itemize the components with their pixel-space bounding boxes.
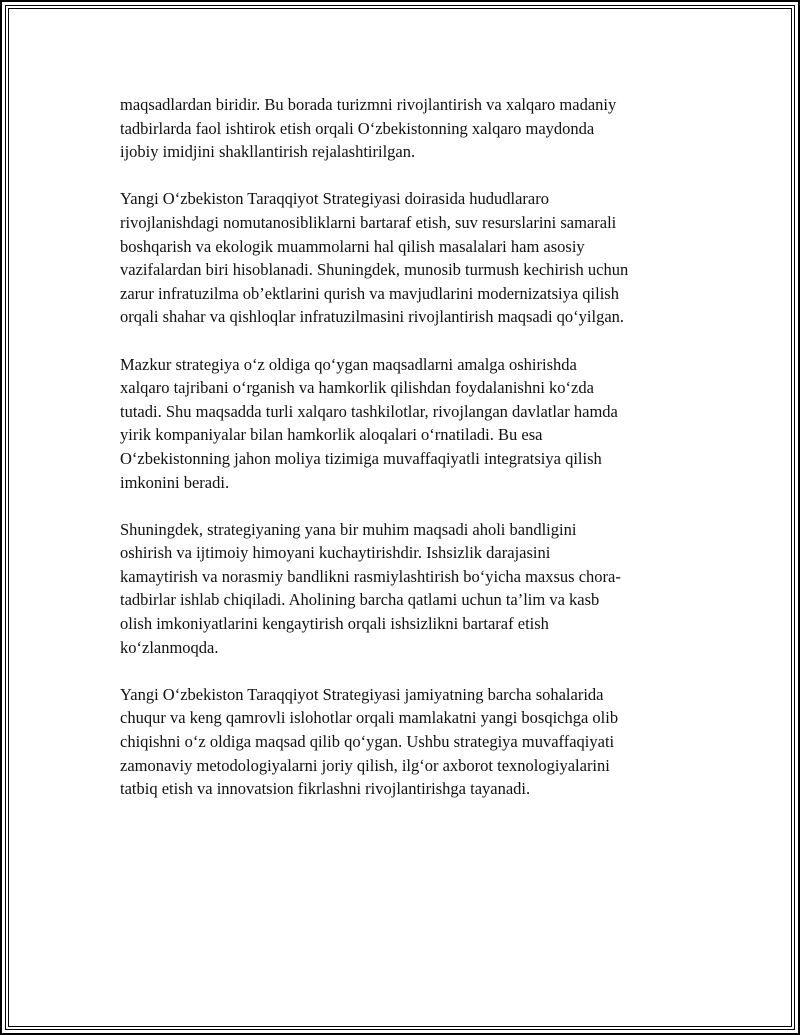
document-body	[120, 93, 692, 824]
paragraph-5: Yangi O‘zbekiston Taraqqiyot Strategiyasi jamiyatning barcha sohalarida chuqur va keng qamrovli islohotlar orqali mamlakatni yangi bosqichga olib chiqishni o‘z oldiga maqsad qilib qo‘ygan. Ushbu strategiya muvaffaqiyati zamonaviy metodologiyalarni joriy qilish, ilg‘or axborot texnologiyalarini tatbiq etish va innovatsion fikrlashni rivojlantirishga tayanadi.	[120, 684, 619, 799]
paragraph-4: Shuningdek, strategiyaning yana bir muhim maqsadi aholi bandligini oshirish va ijtimoiy himoyani kuchaytirishdir. Ishsizlik darajasini kamaytirish va norasmiy bandlikni rasmiylashtirish bo‘yicha maxsus chora- tadbirlar ishlab chiqiladi. Aholining barcha qatlami uchun ta’lim va kasb olish imkoniyatlarini kengaytirish orqali ishsizlikni bartaraf etish ko‘zlanmoqda.	[120, 519, 621, 657]
paragraph-1: maqsadlardan biridir. Bu borada turizmni rivojlantirish va xalqaro madaniy tadbirlarda faol ishtirok etish orqali O‘zbekistonning xalqaro maydonda ijobiy imidjini shakllantirish rejalashtirilgan.	[120, 95, 617, 162]
paragraph-2: Yangi O‘zbekiston Taraqqiyot Strategiyasi doirasida hududlararo rivojlanishdagi nomutanosibliklarni bartaraf etish, suv resurslarini samarali boshqarish va ekologik muammolarni hal qilish masalalari ham asosiy vazifalardan biri hisoblanadi. Shuningdek, munosib turmush kechirish uchun zarur infratuzilma ob’ektlarini qurish va mavjudlarini modernizatsiya qilish orqali shahar va qishloqlar infratuzilmasini rivojlantirish maqsadi qo‘yilgan.	[120, 189, 629, 327]
paragraph-3: Mazkur strategiya o‘z oldiga qo‘ygan maqsadlarni amalga oshirishda xalqaro tajribani o‘rganish va hamkorlik qilishdan foydalanishni ko‘zda tutadi. Shu maqsadda turli xalqaro tashkilotlar, rivojlangan davlatlar hamda yirik kompaniyalar bilan hamkorlik aloqalari o‘rnatiladi. Bu esa O‘zbekistonning jahon moliya tizimiga muvaffaqiyatli integratsiya qilish imkonini beradi.	[120, 354, 618, 492]
